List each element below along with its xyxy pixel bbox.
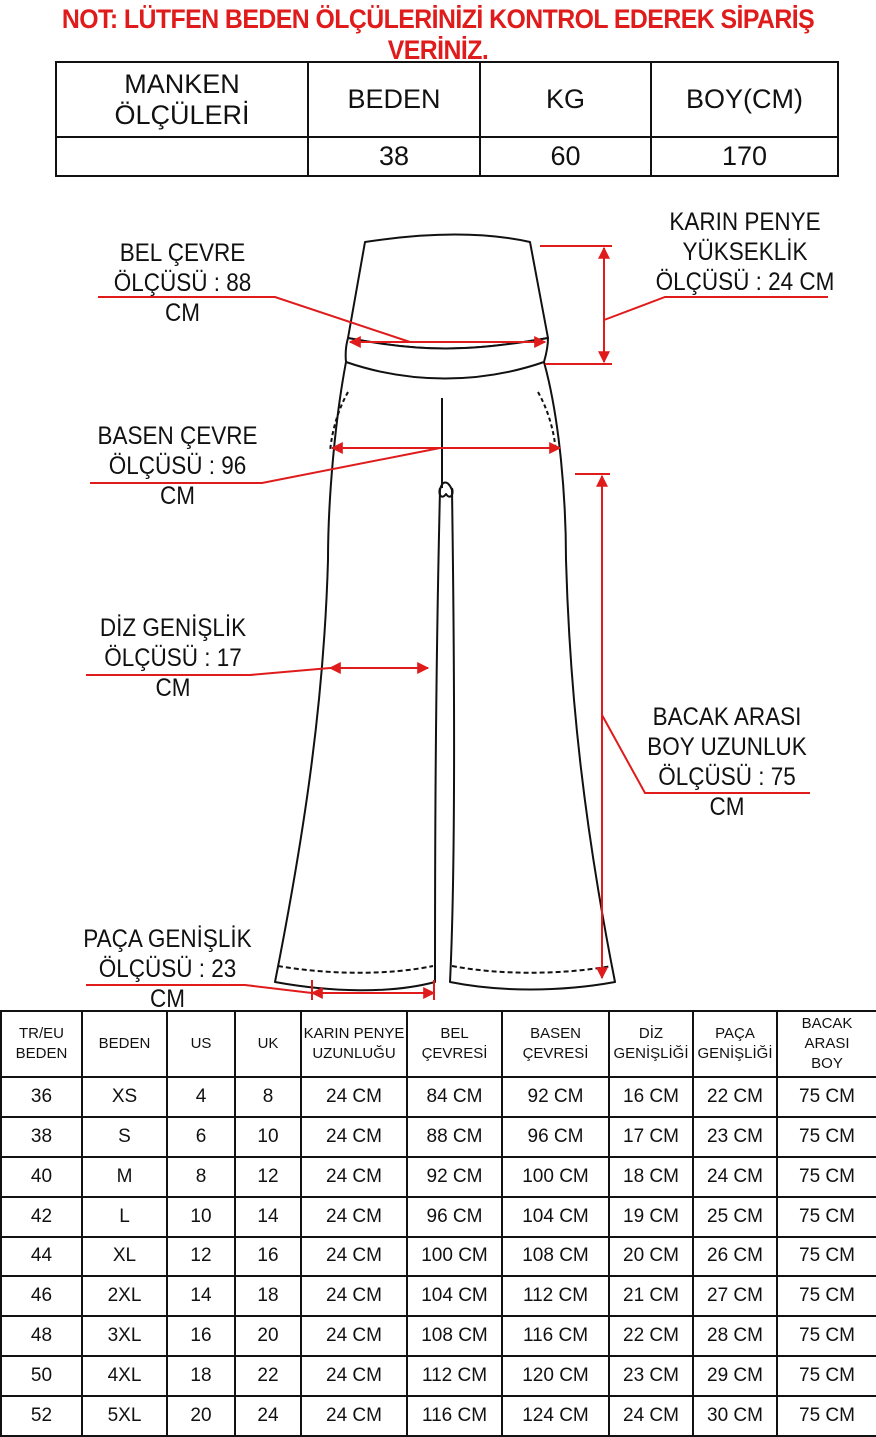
knee-label	[88, 613, 259, 703]
size-cell: 88 CM	[407, 1117, 502, 1157]
size-cell: 24 CM	[301, 1077, 407, 1117]
size-cell: 12	[167, 1237, 235, 1277]
size-header-line: TR/EU	[19, 1025, 64, 1042]
size-cell: 28 CM	[693, 1316, 777, 1356]
size-cell: 24	[235, 1396, 301, 1436]
size-cell: 20 CM	[609, 1237, 693, 1277]
belly-height-label-line: ÖLÇÜSÜ : 24 CM	[655, 268, 835, 296]
model-value-cell: 60	[480, 137, 651, 176]
waist-label-line: ÖLÇÜSÜ : 88 CM	[113, 269, 252, 327]
hem-label-line: ÖLÇÜSÜ : 23 CM	[98, 955, 237, 1013]
size-cell: 40	[1, 1157, 82, 1197]
model-header-cell: KG	[480, 62, 651, 137]
size-cell: 38	[1, 1117, 82, 1157]
waist-label-line: BEL ÇEVRE	[119, 239, 246, 267]
size-cell: L	[82, 1197, 167, 1237]
size-cell: 16	[235, 1237, 301, 1277]
size-cell: 75 CM	[777, 1157, 876, 1197]
size-cell: 16	[167, 1316, 235, 1356]
size-cell: 46	[1, 1276, 82, 1316]
size-cell: 2XL	[82, 1276, 167, 1316]
size-cell: 120 CM	[502, 1356, 609, 1396]
size-cell: 6	[167, 1117, 235, 1157]
size-header-line: BEDEN	[15, 1045, 68, 1062]
knee-label-line: DİZ GENİŞLİK	[99, 614, 247, 642]
belly-height-label	[655, 207, 835, 297]
size-cell: 24 CM	[301, 1276, 407, 1316]
size-cell: 84 CM	[407, 1077, 502, 1117]
size-table-row	[1, 1237, 876, 1277]
size-header-line: BEDEN	[98, 1035, 151, 1052]
size-cell: 52	[1, 1396, 82, 1436]
size-cell: 75 CM	[777, 1396, 876, 1436]
size-cell: 29 CM	[693, 1356, 777, 1396]
belly-height-label-line: YÜKSEKLİK	[682, 238, 808, 266]
size-cell: 24 CM	[301, 1316, 407, 1356]
size-cell: 10	[235, 1117, 301, 1157]
size-header-cell	[82, 1011, 167, 1077]
size-header-line: GENİŞLİĞİ	[613, 1045, 689, 1062]
size-cell: 24 CM	[301, 1396, 407, 1436]
hip-label-line: ÖLÇÜSÜ : 96 CM	[108, 452, 247, 510]
size-header-cell	[1, 1011, 82, 1077]
belly-height-leader	[604, 297, 828, 320]
size-cell: 75 CM	[777, 1077, 876, 1117]
size-chart-table	[0, 1010, 876, 1437]
size-cell: 5XL	[82, 1396, 167, 1436]
size-cell: 100 CM	[502, 1157, 609, 1197]
hip-label-line: BASEN ÇEVRE	[97, 422, 258, 450]
size-cell: 26 CM	[693, 1237, 777, 1277]
size-cell: 75 CM	[777, 1117, 876, 1157]
size-table-row	[1, 1157, 876, 1197]
size-cell: 14	[167, 1276, 235, 1316]
order-note: NOT: LÜTFEN BEDEN ÖLÇÜLERİNİZİ KONTROL EDEREK SİPARİŞ VERİNİZ.	[61, 4, 815, 65]
size-header-cell	[235, 1011, 301, 1077]
inseam-label-line: BACAK ARASI	[652, 703, 802, 731]
model-value-cell: 38	[308, 137, 480, 176]
waist-label	[99, 238, 266, 328]
size-table-row	[1, 1356, 876, 1396]
size-cell: 18 CM	[609, 1157, 693, 1197]
model-value-cell: 170	[651, 137, 838, 176]
model-header-cell: BEDEN	[308, 62, 480, 137]
size-cell: 75 CM	[777, 1276, 876, 1316]
size-cell: 112 CM	[407, 1356, 502, 1396]
size-cell: 24 CM	[693, 1157, 777, 1197]
size-cell: S	[82, 1117, 167, 1157]
size-table-row	[1, 1396, 876, 1436]
size-header-line: US	[190, 1035, 212, 1052]
size-cell: 100 CM	[407, 1237, 502, 1277]
size-header-cell	[609, 1011, 693, 1077]
size-cell: 42	[1, 1197, 82, 1237]
size-cell: 18	[167, 1356, 235, 1396]
size-header-line: UK	[257, 1035, 279, 1052]
size-cell: 25 CM	[693, 1197, 777, 1237]
size-cell: 16 CM	[609, 1077, 693, 1117]
size-cell: 108 CM	[407, 1316, 502, 1356]
size-cell: 24 CM	[301, 1356, 407, 1396]
size-cell: 112 CM	[502, 1276, 609, 1316]
model-header-cell: BOY(CM)	[651, 62, 838, 137]
size-cell: 17 CM	[609, 1117, 693, 1157]
size-header-line: KARIN PENYE	[303, 1025, 405, 1042]
hip-label	[90, 421, 266, 511]
size-cell: 75 CM	[777, 1356, 876, 1396]
size-header-line: BASEN ÇEVRESİ	[522, 1025, 589, 1062]
size-cell: 108 CM	[502, 1237, 609, 1277]
size-cell: 24 CM	[301, 1117, 407, 1157]
size-cell: 23 CM	[609, 1356, 693, 1396]
size-cell: 23 CM	[693, 1117, 777, 1157]
model-header-cell: MANKEN ÖLÇÜLERİ	[56, 62, 308, 137]
belly-height-label-line: KARIN PENYE	[669, 208, 821, 236]
size-cell: 10	[167, 1197, 235, 1237]
size-cell: XL	[82, 1237, 167, 1277]
size-cell: 27 CM	[693, 1276, 777, 1316]
size-cell: 44	[1, 1237, 82, 1277]
size-header-line: DİZ	[638, 1025, 664, 1042]
size-cell: 19 CM	[609, 1197, 693, 1237]
size-cell: 3XL	[82, 1316, 167, 1356]
size-cell: M	[82, 1157, 167, 1197]
size-cell: 4XL	[82, 1356, 167, 1396]
inseam-label-line: ÖLÇÜSÜ : 75 CM	[658, 763, 796, 821]
size-cell: 75 CM	[777, 1316, 876, 1356]
size-cell: 22 CM	[693, 1077, 777, 1117]
size-table-row	[1, 1117, 876, 1157]
size-cell: 22	[235, 1356, 301, 1396]
size-cell: 24 CM	[609, 1396, 693, 1436]
size-cell: 14	[235, 1197, 301, 1237]
size-table-row	[1, 1316, 876, 1356]
size-header-cell	[777, 1011, 876, 1077]
size-cell: 20	[167, 1396, 235, 1436]
size-cell: 20	[235, 1316, 301, 1356]
size-header-line: GENİŞLİĞİ	[697, 1045, 773, 1062]
size-cell: 21 CM	[609, 1276, 693, 1316]
size-cell: 36	[1, 1077, 82, 1117]
size-cell: 50	[1, 1356, 82, 1396]
size-cell: 116 CM	[502, 1316, 609, 1356]
size-cell: 92 CM	[407, 1157, 502, 1197]
size-header-cell	[693, 1011, 777, 1077]
size-header-cell	[167, 1011, 235, 1077]
inseam-label	[642, 702, 813, 822]
size-cell: 18	[235, 1276, 301, 1316]
size-cell: 48	[1, 1316, 82, 1356]
size-cell: 104 CM	[502, 1197, 609, 1237]
size-cell: 30 CM	[693, 1396, 777, 1436]
size-cell: 75 CM	[777, 1197, 876, 1237]
hem-label	[80, 924, 256, 1014]
size-cell: 8	[235, 1077, 301, 1117]
size-header-line: BEL ÇEVRESİ	[421, 1025, 488, 1062]
size-header-cell	[301, 1011, 407, 1077]
size-table-header-row	[1, 1011, 876, 1077]
size-cell: 24 CM	[301, 1157, 407, 1197]
hem-label-line: PAÇA GENİŞLİK	[83, 925, 252, 953]
inseam-label-line: BOY UZUNLUK	[647, 733, 807, 761]
size-table-row	[1, 1077, 876, 1117]
size-cell: 12	[235, 1157, 301, 1197]
size-header-line: BOY	[811, 1055, 843, 1072]
size-cell: 4	[167, 1077, 235, 1117]
size-cell: 24 CM	[301, 1237, 407, 1277]
size-table-row	[1, 1276, 876, 1316]
size-cell: 22 CM	[609, 1316, 693, 1356]
size-header-line: PAÇA	[715, 1025, 755, 1042]
size-cell: 104 CM	[407, 1276, 502, 1316]
size-header-line: UZUNLUĞU	[312, 1045, 396, 1062]
size-cell: 92 CM	[502, 1077, 609, 1117]
size-cell: 96 CM	[502, 1117, 609, 1157]
pants-outline	[275, 235, 615, 991]
size-cell: 124 CM	[502, 1396, 609, 1436]
knee-label-line: ÖLÇÜSÜ : 17 CM	[104, 644, 242, 702]
size-cell: XS	[82, 1077, 167, 1117]
size-cell: 96 CM	[407, 1197, 502, 1237]
size-cell: 24 CM	[301, 1197, 407, 1237]
size-cell: 116 CM	[407, 1396, 502, 1436]
size-table-row	[1, 1197, 876, 1237]
size-cell: 8	[167, 1157, 235, 1197]
size-header-line: BACAK ARASI	[801, 1015, 853, 1052]
size-cell: 75 CM	[777, 1237, 876, 1277]
size-header-cell	[407, 1011, 502, 1077]
size-header-cell	[502, 1011, 609, 1077]
